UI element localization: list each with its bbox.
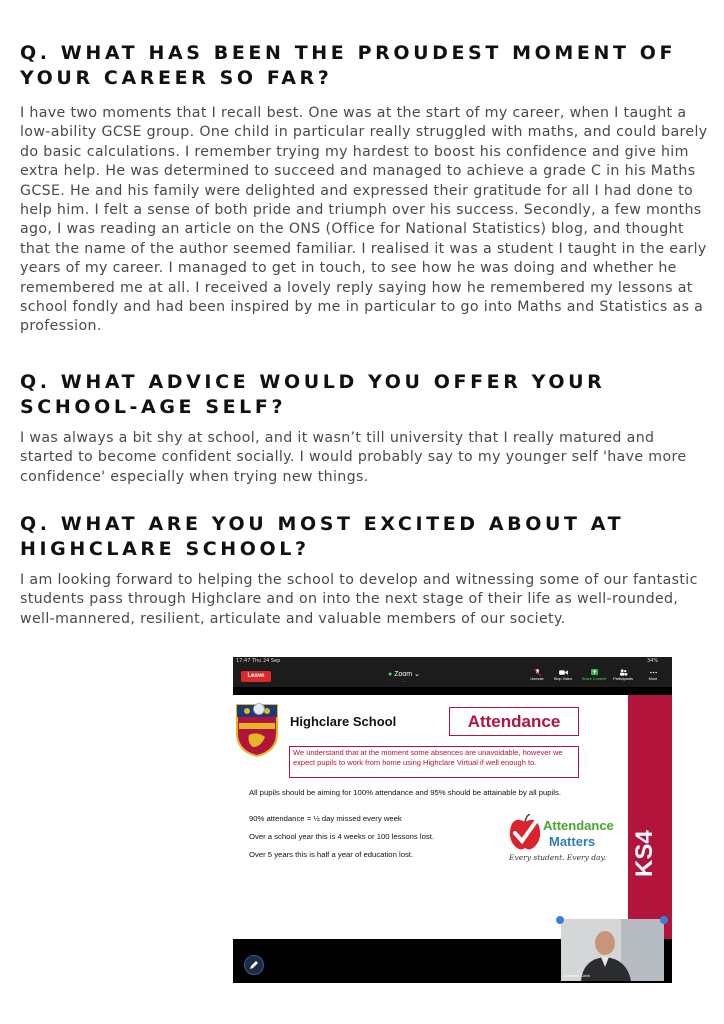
slide-line-1: All pupils should be aiming for 100% attendance and 95% should be attainable by all pupils. — [249, 788, 561, 797]
question-heading-1: Q. WHAT HAS BEEN THE PROUDEST MOMENT OF YOUR CAREER SO FAR? — [20, 42, 677, 89]
shield-icon: ● — [388, 671, 393, 678]
camera-icon[interactable] — [253, 703, 265, 715]
question-heading-3: Q. WHAT ARE YOU MOST EXCITED ABOUT AT HIGHCLARE SCHOOL? — [20, 513, 625, 560]
more-button[interactable]: More — [639, 669, 667, 681]
answer-paragraph-2: I was always a bit shy at school, and it wasn’t till university that I really matured and started to become confident socially. I would probably say to my younger self 'have more confidence' especially when trying new things. — [20, 430, 687, 485]
video-camera-icon — [559, 669, 568, 676]
mic-muted-icon — [533, 669, 542, 676]
more-dots-icon — [649, 669, 658, 676]
logo-tagline: Every student. Every day. — [509, 853, 607, 862]
slide-title: Attendance — [449, 707, 579, 736]
share-content-button[interactable]: Share Content — [580, 669, 608, 681]
status-battery: 34% — [647, 658, 659, 664]
participant-image — [561, 919, 664, 981]
participants-icon — [619, 669, 628, 676]
expand-indicator[interactable] — [660, 916, 668, 924]
pen-icon — [245, 956, 263, 974]
zoom-screenshot — [233, 657, 672, 983]
stop-video-button[interactable]: Stop Video — [549, 669, 577, 681]
chevron-down-icon: ⌄ — [414, 671, 420, 678]
logo-line-1: Attendance — [543, 818, 614, 833]
apple-check-icon — [507, 814, 543, 852]
slide-line-3: Over a school year this is 4 weeks or 100 lessons lost. — [249, 832, 435, 841]
slide-line-2: 90% attendance = ½ day missed every week — [249, 814, 402, 823]
status-bar — [233, 657, 672, 665]
participant-name: Matthew Cobb — [564, 973, 590, 978]
meeting-title[interactable]: ● Zoom ⌄ — [388, 671, 420, 678]
notice-box: We understand that at the moment some absences are unavoidable, however we expect pupils to work from home using Highclare Virtual if well enough to. — [289, 746, 579, 778]
presentation-slide — [233, 695, 672, 939]
answer-paragraph-3: I am looking forward to helping the school to develop and witnessing some of our fantastic students pass through Highclare and on into the next stage of their life as well-rounded, well-mannered, resilient, articulate and valuable members of our society. — [20, 572, 698, 627]
annotate-pen-button[interactable] — [244, 955, 264, 975]
unmute-button[interactable]: Unmute — [523, 669, 551, 681]
meeting-subtitle: ‒ — [403, 679, 405, 683]
school-name: Highclare School — [290, 714, 397, 729]
share-screen-icon — [590, 669, 599, 676]
ks4-label: KS4 — [631, 830, 658, 877]
slide-line-4: Over 5 years this is half a year of education lost. — [249, 850, 414, 859]
answer-paragraph-1: I have two moments that I recall best. One was at the start of my career, when I taught a low-ability GCSE group. One child in particular really struggled with maths, and could barely do basic calculations. I remember trying my hardest to boost his confidence and give him extra help. He was determined to succeed and managed to achieve a grade C in his Maths GCSE. He and his family were delighted and expressed their gratitude for all I had done to help him. I felt a sense of both pride and triumph over his success. Secondly, a few months ago, I was reading an article on the ONS (Office for National Statistics) blog, and thought that the name of the author seemed familiar. I realised it was a student I taught in the early years of my career. I managed to get in touch, to see how he was doing and whether he remembered me at all. I received a lovely reply saying how he remembered my lessons at school fondly and had been inspired by me in particular to go into Maths and Statistics as a profession. — [20, 105, 708, 335]
status-time: 17:47 Thu 24 Sep — [236, 658, 281, 664]
question-heading-2: Q. WHAT ADVICE WOULD YOU OFFER YOUR SCHOOL-AGE SELF? — [20, 371, 606, 418]
logo-line-2: Matters — [549, 834, 596, 849]
slide-side-bar — [628, 695, 672, 939]
pin-indicator[interactable] — [556, 916, 564, 924]
participant-video[interactable] — [561, 919, 664, 981]
leave-button[interactable]: Leave — [241, 671, 271, 682]
participants-button[interactable]: Participants — [609, 669, 637, 681]
